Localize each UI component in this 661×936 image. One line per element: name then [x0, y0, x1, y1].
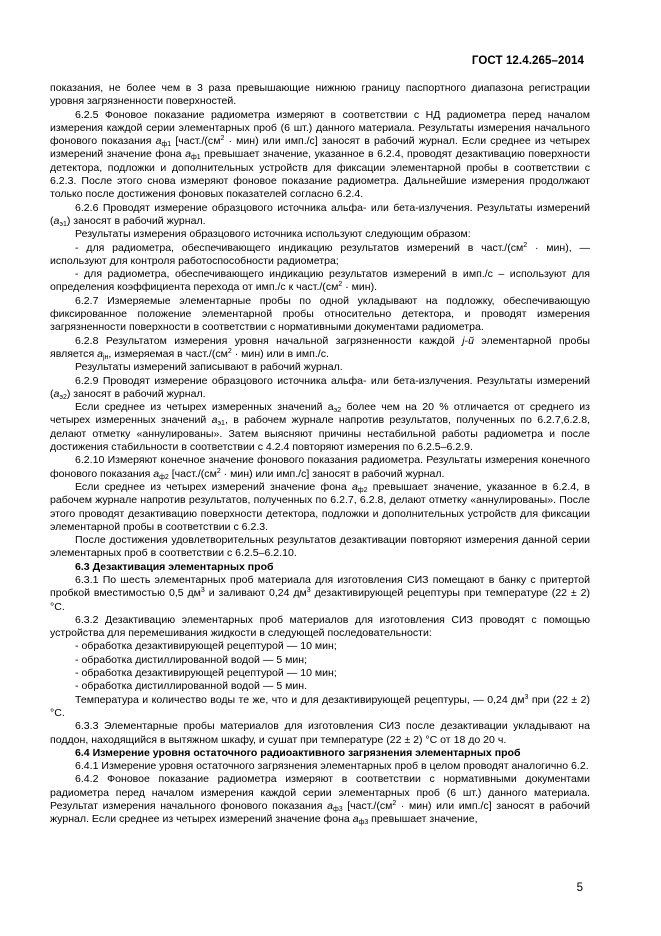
- page-number: 5: [576, 882, 583, 894]
- paragraph: После достижения удовлетворительных результатов дезактивации повторяют измерения данной серии элементарных проб в соответствии с 6.2.5–6.2.10.: [50, 534, 590, 560]
- paragraph: 6.2.10 Измеряют конечное значение фонового показания радиометра. Результаты измерения конечного фонового показания $а_{ф2}$ [$част./(см^2 \cdot мин)$ или имп./с] заносят в рабочий журнал.: [50, 454, 590, 481]
- paragraph: 6.2.5 Фоновое показание радиометра измеряют в соответствии с НД радиометра перед началом измерения каждой серии элементарных проб (6 шт.) данного материала. Результаты измерения начального фонового показания $а_{ф1}$ [$част./(см^2 \cdot мин)$ или имп./с] заносят в рабочий журнал. Если среднее из четырех измерений значение фона $а_{ф1}$ превышает значение, указанное в 6.2.4, проводят дезактивацию поверхности детектора, подложки и дополнительных устройств для фиксации элементарной пробы в соответствии с 6.2.3. После этого снова измеряют фоновое показание радиометра. Дальнейшие измерения продолжают только после достижения фоновых показателей согласно 6.2.4.: [50, 108, 590, 201]
- paragraph: 6.3.1 По шесть элементарных проб материала для изготовления СИЗ помещают в банку с притертой пробкой вместимостью 0,5 $дм^3$ и заливают 0,24 $дм^3$ дезактивирующей рецептуры при температуре (22 ± 2) °С.: [50, 573, 590, 613]
- section-heading: 6.4 Измерение уровня остаточного радиоактивного загрязнения элементарных проб: [75, 746, 521, 759]
- paragraph: Результаты измерений записывают в рабочий журнал.: [75, 361, 343, 374]
- paragraph: - обработка дезактивирующей рецептурой — 10 мин;: [75, 667, 337, 680]
- paragraph: Если среднее из четырех измеренных значений $а_{э2}$ более чем на 20 % отличается от среднего из четырех измеренных значений $а_{э1}$, в рабочем журнале напротив результатов, полученных по 6.2.7,6.2.8, делают отметку «аннулированы». Затем выясняют причины нестабильной работы радиометра и после достижения стабильности в соответствии с 4.2.4 повторяют измерения по 6.2.5–6.2.9.: [50, 401, 591, 454]
- section-heading: 6.3 Дезактивация элементарных проб: [75, 560, 274, 573]
- paragraph: 6.2.9 Проводят измерение образцового источника альфа- или бета-излучения. Результаты измерений $(а_{э2})$ заносят в рабочий журнал.: [50, 374, 590, 401]
- paragraph: 6.3.3 Элементарные пробы материалов для изготовления СИЗ после дезактивации укладывают на поддон, находящийся в вытяжном шкафу, и сушат при температуре (22 ± 2) °С от 18 до 20 ч.: [50, 720, 590, 746]
- paragraph: - для радиометра, обеспечивающего индикацию результатов измерений в имп./с – используют для определения коэффициента перехода от имп./с к $част./(см^2 \cdot мин)$.: [50, 268, 590, 294]
- document-code-header: ГОСТ 12.4.265–2014: [471, 55, 584, 67]
- paragraph: Результаты измерения образцового источника используют следующим образом:: [75, 228, 471, 241]
- paragraph: - обработка дистиллированной водой — 5 мин.: [75, 680, 308, 693]
- paragraph: - обработка дезактивирующей рецептурой — 10 мин;: [75, 640, 337, 653]
- document-body: [50, 82, 590, 827]
- paragraph: Если среднее из четырех измерений значение фона $а_{ф2}$ превышает значение, указанное в 6.2.4, в рабочем журнале напротив результатов, полученных по 6.2.7, 6.2.8, делают отметку «аннулированы». После этого проводят дезактивацию поверхности детектора, подложки и дополнительных устройств для фиксации элементарной пробы в соответствии с 6.2.3.: [50, 480, 590, 533]
- paragraph: 6.2.7 Измеряемые элементарные пробы по одной укладывают на подложку, обеспечивающую фиксированное положение элементарной пробы относительно детектора, и проводят измерения загрязненности поверхности в соответствии с нормативными документами радиометра.: [50, 294, 590, 334]
- paragraph: показания, не более чем в 3 раза превышающие нижнюю границу паспортного диапазона регистрации уровня загрязненности поверхностей.: [50, 82, 590, 108]
- paragraph: 6.2.6 Проводят измерение образцового источника альфа- или бета-излучения. Результаты измерений $(а_{э1})$ заносят в рабочий журнал.: [50, 201, 590, 228]
- paragraph: - обработка дистиллированной водой — 5 мин;: [75, 653, 308, 666]
- paragraph: 6.4.2 Фоновое показание радиометра измеряют в соответствии с нормативными документами радиометра перед началом измерения каждой серии элементарных проб (6 шт.) данного материала. Результат измерения начального фонового показания $а_{ф3}$ [$част./(см^2 \cdot мин)$ или имп./с] заносят в рабочий журнал. Если среднее из четырех измерений значение фона $а_{ф3}$ превышает значение,: [50, 773, 590, 827]
- paragraph: 6.3.2 Дезактивацию элементарных проб материалов для изготовления СИЗ проводят с помощью устройства для перемешивания жидкости в следующей последовательности:: [50, 613, 590, 640]
- paragraph: - для радиометра, обеспечивающего индикацию результатов измерений в $част./(см^2 \cdot мин)$, — используют для контроля работоспособности радиометра;: [50, 241, 590, 267]
- paragraph: 6.2.8 Результатом измерения уровня начальной загрязненности каждой j-й элементарной пробы является $а_{jн}$, измеряемая в $част./(см^2 \cdot мин)$ или в имп./с.: [50, 334, 591, 361]
- paragraph: 6.4.1 Измерение уровня остаточного загрязнения элементарных проб в целом проводят аналогично 6.2.: [75, 760, 589, 773]
- paragraph: Температура и количество воды те же, что и для дезактивирующей рецептуры, — 0,24 $дм^3$ при (22 ± 2) °С.: [50, 693, 590, 719]
